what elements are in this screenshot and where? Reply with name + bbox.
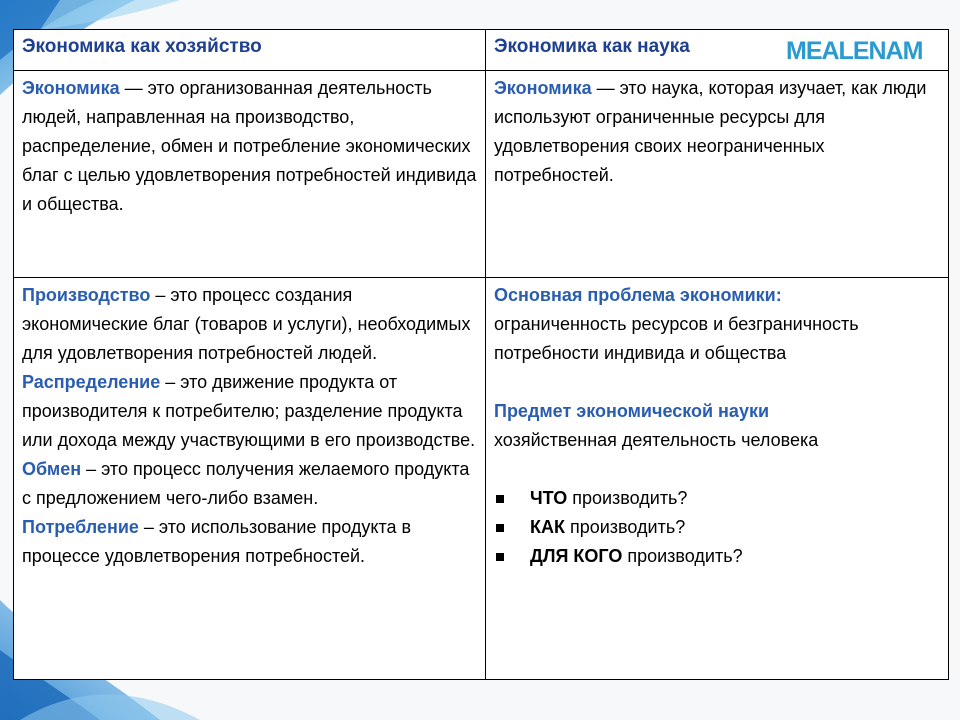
economic-science-cell [486,278,949,680]
spacer [494,455,940,484]
square-bullet-icon [496,553,504,561]
square-bullet-icon [496,524,504,532]
main-problem-heading: Основная проблема экономики: [494,285,782,305]
question-text: производить? [564,517,686,537]
definition-row [14,71,949,278]
production-paragraph [22,281,477,368]
term-consumption: Потребление [22,517,139,537]
term-production: Производство [22,285,151,305]
question-keyword: ЧТО [530,488,568,508]
details-row [14,278,949,680]
square-bullet-icon [496,495,504,503]
term-economy: Экономика [22,78,120,98]
list-item [494,484,940,513]
question-keyword: КАК [530,517,565,537]
header-economy-as-science: Экономика как наука [486,30,949,71]
economy-science-definition-text: — это наука, которая изучает, как люди используют ограниченные ресурсы для удовлетворения своих неограниченных потребностей. [494,78,927,185]
term-economy-science: Экономика [494,78,592,98]
subject-text: хозяйственная деятельность человека [494,430,819,450]
economy-science-definition-cell [486,71,949,278]
question-keyword: ДЛЯ КОГО [530,546,623,566]
term-exchange: Обмен [22,459,82,479]
comparison-table [13,29,949,680]
economy-household-definition-text: — это организованная деятельность людей, направленная на производство, распределение, обмен и потребление экономических благ с целью удовлетворения потребностей индивида и общества. [22,78,477,214]
main-problem-text: ограниченность ресурсов и безграничность потребности индивида и общества [494,314,859,363]
exchange-text: – это процесс получения желаемого продукта с предложением чего-либо взамен. [22,459,470,508]
distribution-text: – это движение продукта от производителя к потребителю; разделение продукта или дохода между участвующими в его производстве. [22,372,476,450]
question-text: производить? [622,546,743,566]
exchange-paragraph [22,455,477,513]
subject-heading: Предмет экономической науки [494,401,770,421]
consumption-paragraph [22,513,477,571]
distribution-paragraph [22,368,477,455]
header-economy-as-household: Экономика как хозяйство [14,30,486,71]
question-text: производить? [567,488,688,508]
mealenam-logo: MEALENAM [786,37,923,65]
list-item [494,513,940,542]
list-item [494,542,940,571]
term-distribution: Распределение [22,372,161,392]
economic-processes-cell [14,278,486,680]
economy-household-definition-cell [14,71,486,278]
key-questions-list [494,484,940,571]
consumption-text: – это использование продукта в процессе удовлетворения потребностей. [22,517,412,566]
production-text: – это процесс создания экономические благ (товаров и услуги), необходимых для удовлетворения потребностей людей. [22,285,471,363]
spacer [494,368,940,397]
